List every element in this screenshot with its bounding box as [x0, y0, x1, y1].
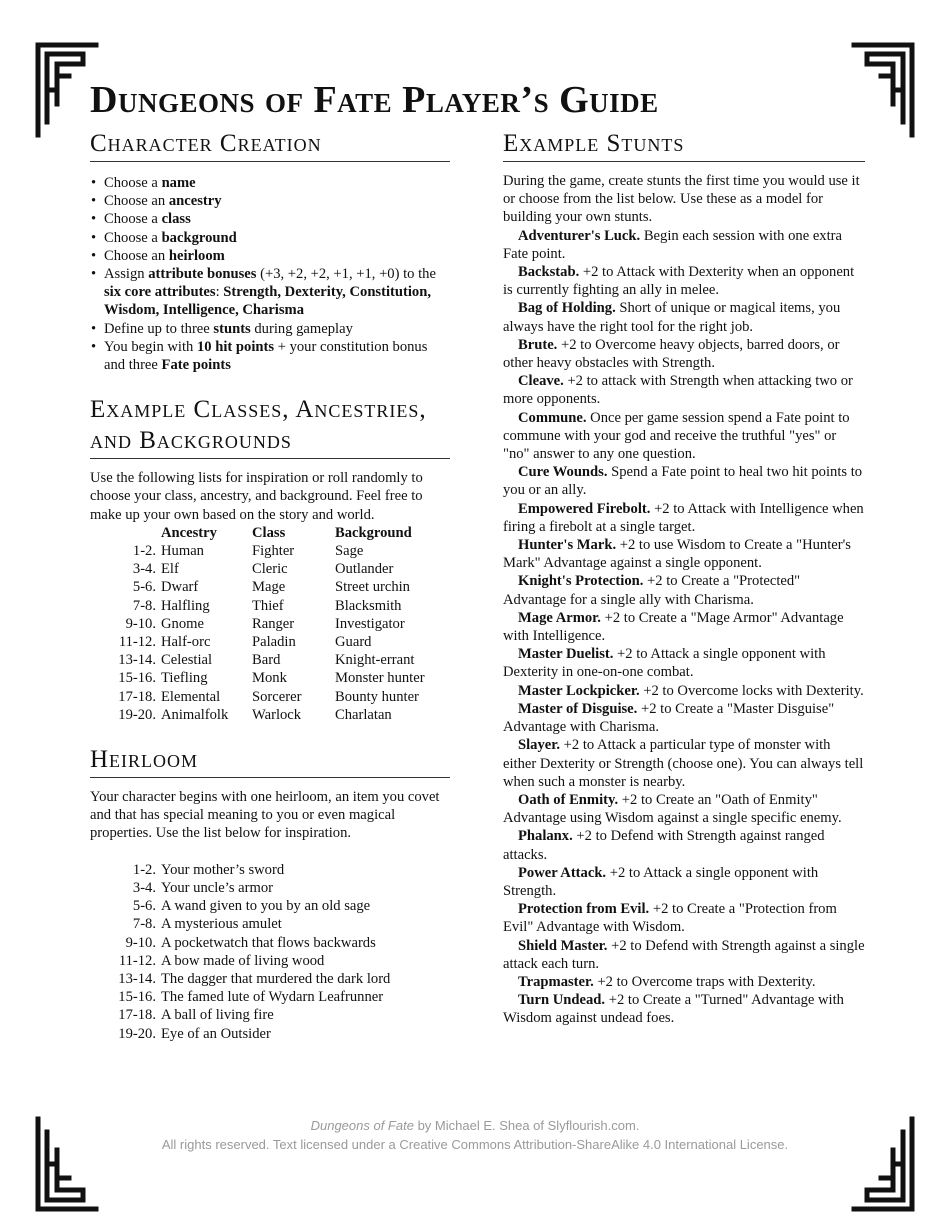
heirloom-heading: Heirloom — [90, 744, 450, 778]
stunt-entry: Empowered Firebolt. +2 to Attack with Intelligence when firing a firebolt at a single target. — [503, 500, 864, 535]
stunt-entry: Trapmaster. +2 to Overcome traps with Dexterity. — [518, 973, 816, 990]
heirloom-table — [90, 861, 390, 1043]
heirloom-intro: Your character begins with one heirloom, an item you covet and that has special meaning to you or even magical properties. Use the list below for inspiration. — [90, 789, 440, 842]
stunt-entry: Knight's Protection. +2 to Create a "Protected" Advantage for a single ally with Charisma. — [503, 573, 801, 608]
page-title: Dungeons of Fate Player’s Guide — [90, 79, 659, 121]
stunt-entry: Commune. Once per game session spend a Fate point to commune with your god and receive the truthful "yes" or "no" answer to any one question. — [503, 409, 850, 463]
table-row: 7-8. Halfling Thief Blacksmith — [132, 597, 402, 614]
list-item: • Choose a name — [104, 174, 450, 192]
table-row: 9-10. A pocketwatch that flows backwards — [125, 934, 376, 951]
classes-intro: Use the following lists for inspiration or roll randomly to choose your class, ancestry, and background. Feel free to make up your own based on the story and world. — [90, 470, 423, 523]
stunt-entry: Backstab. +2 to Attack with Dexterity when an opponent is currently fighting an ally in melee. — [503, 264, 855, 299]
stunt-entry: Oath of Enmity. +2 to Create an "Oath of Enmity" Advantage using Wisdom against a single specific enemy. — [503, 791, 842, 827]
stunt-entry: Brute. +2 to Overcome heavy objects, barred doors, or other heavy obstacles with Strength. — [503, 336, 840, 372]
list-item: • Choose an ancestry — [104, 192, 450, 210]
column-header: Class — [252, 524, 286, 541]
stunt-entry: Adventurer's Luck. Begin each session with one extra Fate point. — [503, 227, 842, 262]
character-creation-list — [90, 174, 450, 374]
table-row: 5-6. Dwarf Mage Street urchin — [132, 579, 410, 596]
list-item: • Define up to three stunts during gameplay — [104, 320, 450, 338]
footer-credit: Dungeons of Fate by Michael E. Shea of Slyflourish.com. — [310, 1118, 640, 1133]
stunt-entry: Master of Disguise. +2 to Create a "Master Disguise" Advantage with Charisma. — [503, 700, 835, 736]
stunt-entry: Master Duelist. +2 to Attack a single opponent with Dexterity in one-on-one combat. — [503, 646, 826, 681]
table-row: 17-18. Elemental Sorcerer Bounty hunter — [118, 688, 419, 705]
table-row: 17-18. A ball of living fire — [118, 1007, 274, 1024]
table-row: 9-10. Gnome Ranger Investigator — [125, 615, 405, 632]
table-row: 1-2. Human Fighter Sage — [132, 543, 364, 560]
table-row: 13-14. Celestial Bard Knight-errant — [118, 652, 415, 669]
list-item: • Choose a class — [104, 210, 450, 228]
table-row: 19-20. Animalfolk Warlock Charlatan — [118, 706, 392, 723]
stunt-entry: Mage Armor. +2 to Create a "Mage Armor" Advantage with Intelligence. — [503, 609, 844, 645]
corner-ornament-icon — [851, 42, 915, 138]
table-row: 11-12. Half-orc Paladin Guard — [118, 634, 372, 651]
table-row: 11-12. A bow made of living wood — [118, 952, 325, 969]
character-creation-section — [90, 128, 450, 374]
stunt-entry: Master Lockpicker. +2 to Overcome locks with Dexterity. — [518, 682, 864, 699]
footer — [0, 1116, 950, 1154]
classes-section — [90, 394, 450, 724]
table-row: 19-20. Eye of an Outsider — [118, 1025, 271, 1042]
stunt-entry: Hunter's Mark. +2 to use Wisdom to Create a "Hunter's Mark" Advantage against a single opponent. — [503, 537, 851, 572]
stunt-entry: Slayer. +2 to Attack a particular type of monster with either Dexterity or Strength (choose one). You can always tell when such a monster is nearby. — [503, 737, 864, 790]
stunt-entry: Phalanx. +2 to Defend with Strength against ranged attacks. — [503, 828, 825, 863]
stunts-intro: During the game, create stunts the first time you would use it or choose from the list below. Use these as a model for building your own stunts. — [503, 173, 860, 226]
table-row: 3-4. Your uncle’s armor — [132, 879, 274, 896]
heirloom-section — [90, 744, 450, 1043]
classes-table — [90, 524, 425, 724]
left-column — [90, 128, 450, 1043]
right-column — [503, 128, 865, 1028]
stunt-entry: Cure Wounds. Spend a Fate point to heal two hit points to you or an ally. — [503, 464, 863, 499]
table-row: 7-8. A mysterious amulet — [132, 916, 282, 933]
table-row: 3-4. Elf Cleric Outlander — [132, 561, 394, 578]
table-row: 1-2. Your mother’s sword — [132, 861, 285, 878]
stunt-entry: Cleave. +2 to attack with Strength when attacking two or more opponents. — [503, 373, 853, 408]
classes-heading: Example Classes, Ancestries, and Backgrounds — [90, 394, 450, 459]
list-item: • You begin with 10 hit points + your constitution bonus and three Fate points — [104, 338, 450, 374]
column-header: Ancestry — [161, 524, 217, 541]
table-row: 15-16. The famed lute of Wydarn Leafrunner — [118, 989, 384, 1006]
table-row: 13-14. The dagger that murdered the dark lord — [118, 970, 391, 987]
character-creation-heading: Character Creation — [90, 128, 450, 162]
footer-license: All rights reserved. Text licensed under a Creative Commons Attribution-ShareAlike 4.0 International License. — [161, 1137, 789, 1152]
list-item: • Choose an heirloom — [104, 247, 450, 265]
stunt-entry: Power Attack. +2 to Attack a single opponent with Strength. — [503, 864, 819, 899]
column-header: Background — [335, 524, 412, 541]
stunts-heading: Example Stunts — [503, 128, 865, 162]
stunt-entry: Turn Undead. +2 to Create a "Turned" Advantage with Wisdom against undead foes. — [503, 992, 844, 1027]
stunt-entry: Bag of Holding. Short of unique or magical items, you always have the right tool for the right job. — [503, 300, 841, 335]
table-header-row — [90, 524, 425, 542]
list-item: • Assign attribute bonuses (+3, +2, +2, +1, +1, +0) to the six core attributes: Strength, Dexterity, Constitution, Wisdom, Intelligence, Charisma — [104, 265, 450, 320]
stunt-entry: Protection from Evil. +2 to Create a "Protection from Evil" Advantage with Wisdom. — [503, 901, 837, 936]
stunt-entry: Shield Master. +2 to Defend with Strength against a single attack each turn. — [503, 937, 865, 972]
table-row: 5-6. A wand given to you by an old sage — [132, 898, 371, 915]
table-row: 15-16. Tiefling Monk Monster hunter — [118, 670, 425, 687]
list-item: • Choose a background — [104, 229, 450, 247]
